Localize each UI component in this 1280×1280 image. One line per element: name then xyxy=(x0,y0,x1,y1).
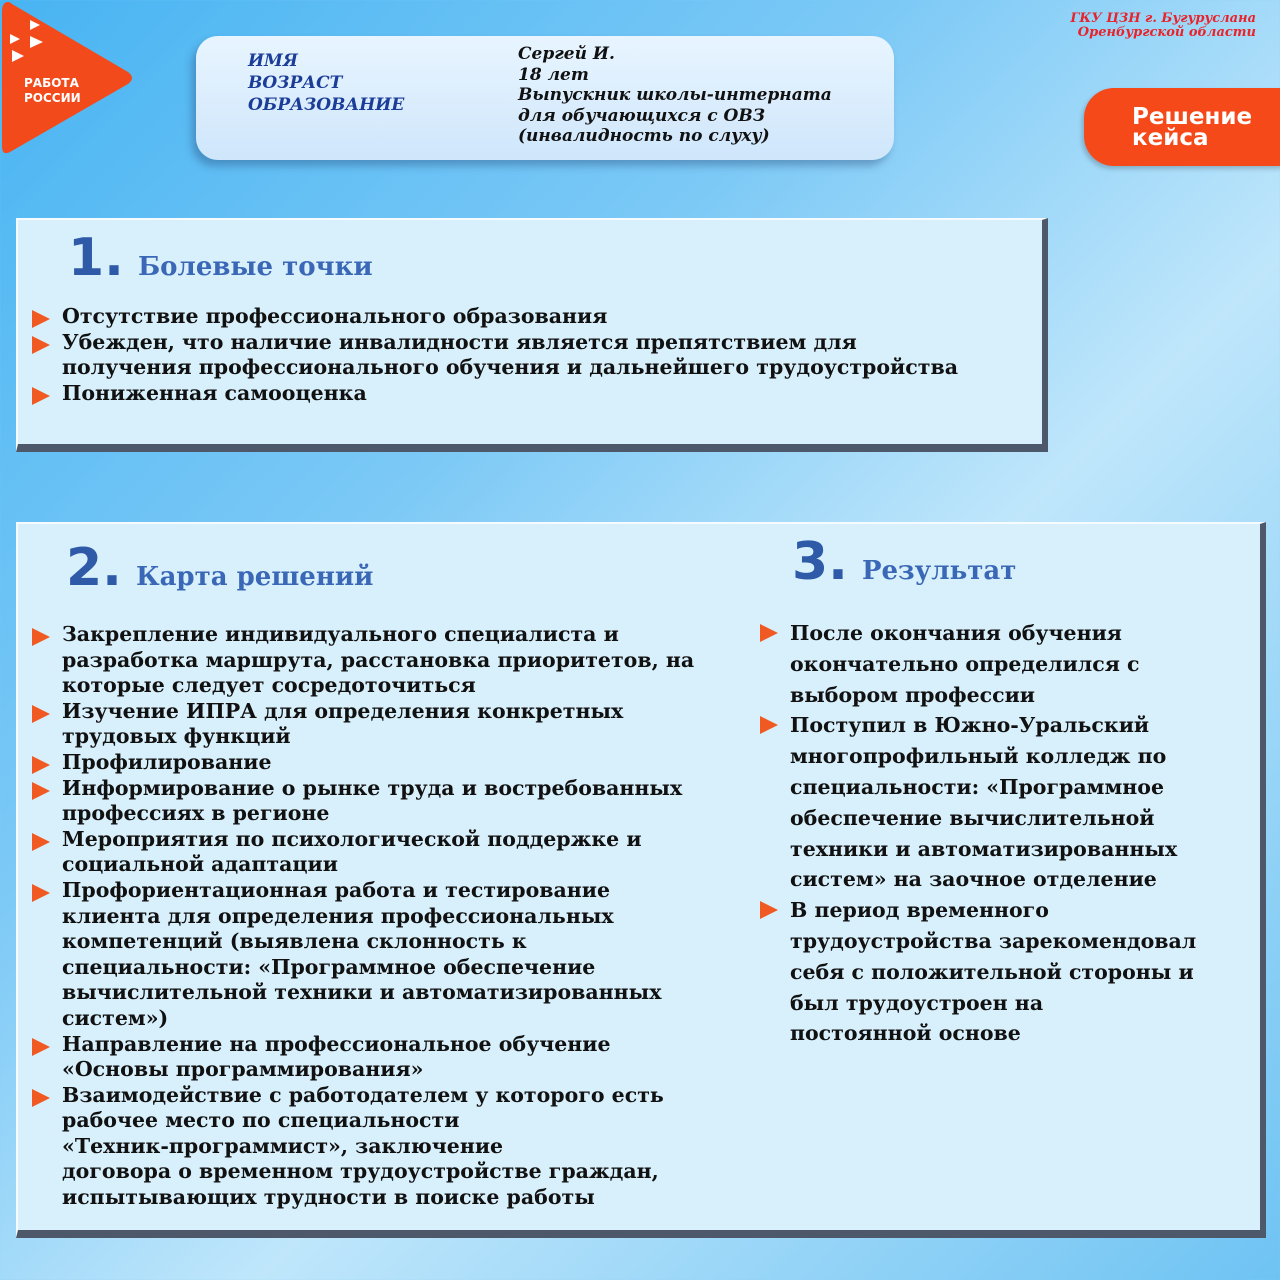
bullet-arrow-icon xyxy=(32,387,50,405)
bullet-arrow-icon xyxy=(32,628,50,646)
profile-values xyxy=(518,44,832,147)
list-item xyxy=(18,381,1038,407)
bullet-arrow-icon xyxy=(32,833,50,851)
pain-points-list xyxy=(18,304,1038,406)
organization-name xyxy=(1070,12,1256,40)
list-item-text: Взаимодействие с работодателем у которого есть рабочее место по специальности «Техник-программист», заключение договора о временном трудоустройстве граждан, испытывающих трудности в поиске работы xyxy=(62,1082,664,1210)
list-item-text: Убежден, что наличие инвалидности является препятствием для получения профессионального обучения и дальнейшего трудоустройства xyxy=(62,329,958,379)
list-item xyxy=(746,710,1246,895)
bullet-arrow-icon xyxy=(760,716,778,734)
bullet-arrow-icon xyxy=(32,705,50,723)
list-item xyxy=(18,622,758,699)
list-item-text: Профилирование xyxy=(62,749,272,774)
value-education: Выпускник школы-интерната для обучающихся с ОВЗ (инвалидность по слуху) xyxy=(518,85,832,146)
list-item-text: Закрепление индивидуального специалиста и разработка маршрута, расстановка приоритетов, на которые следует сосредоточиться xyxy=(62,622,695,698)
section3-heading xyxy=(792,532,1017,592)
list-item xyxy=(18,1032,758,1083)
list-item-text: В период временного трудоустройства зарекомендовал себя с положительной стороны и был трудоустроен на постоянной основе xyxy=(790,898,1197,1046)
list-item-text: Мероприятия по психологической поддержке и социальной адаптации xyxy=(62,826,642,877)
list-item xyxy=(18,330,1038,381)
section2-title: Карта решений xyxy=(135,562,374,592)
value-age: 18 лет xyxy=(518,64,589,85)
bullet-arrow-icon xyxy=(32,884,50,902)
logo xyxy=(0,0,140,160)
bullet-arrow-icon xyxy=(32,1089,50,1107)
badge-label: Решение кейса xyxy=(1132,104,1253,151)
list-item xyxy=(18,699,758,750)
solutions-result-panel xyxy=(16,522,1266,1238)
section2-number: 2. xyxy=(66,538,122,598)
logo-text xyxy=(24,76,81,106)
list-item-text: После окончания обучения окончательно определился с выбором профессии xyxy=(790,621,1140,707)
section3-number: 3. xyxy=(792,532,848,592)
list-item xyxy=(746,895,1246,1049)
list-item xyxy=(18,304,1038,330)
org-line2: Оренбургской области xyxy=(1077,25,1256,40)
list-item-text: Отсутствие профессионального образования xyxy=(62,304,608,328)
results-list xyxy=(746,618,1246,1049)
profile-labels xyxy=(248,50,404,116)
value-name: Сергей И. xyxy=(518,44,615,64)
list-item xyxy=(18,878,758,1032)
section1-heading xyxy=(68,228,373,288)
bullet-arrow-icon xyxy=(32,1038,50,1056)
list-item xyxy=(18,776,758,827)
org-line1: ГКУ ЦЗН г. Бугуруслана xyxy=(1070,11,1256,26)
section1-number: 1. xyxy=(68,228,124,288)
bullet-arrow-icon xyxy=(760,624,778,642)
profile-card xyxy=(196,36,894,160)
pain-points-panel xyxy=(16,218,1048,452)
list-item-text: Направление на профессиональное обучение «Основы программирования» xyxy=(62,1031,611,1082)
solutions-list xyxy=(18,622,758,1211)
section1-title: Болевые точки xyxy=(137,252,373,282)
list-item xyxy=(18,827,758,878)
bullet-arrow-icon xyxy=(760,901,778,919)
bullet-arrow-icon xyxy=(32,310,50,328)
list-item-text: Поступил в Южно-Уральский многопрофильный колледж по специальности: «Программное обеспечение вычислительной техники и автоматизированных систем» на заочное отделение xyxy=(790,713,1178,892)
label-age: ВОЗРАСТ xyxy=(248,73,343,93)
list-item xyxy=(18,750,758,776)
list-item xyxy=(18,1083,758,1211)
bullet-arrow-icon xyxy=(32,782,50,800)
logo-line1: РАБОТА xyxy=(24,76,79,90)
list-item-text: Изучение ИПРА для определения конкретных трудовых функций xyxy=(62,698,624,749)
logo-line2: РОССИИ xyxy=(24,91,81,105)
list-item-text: Пониженная самооценка xyxy=(62,380,367,405)
list-item-text: Информирование о рынке труда и востребованных профессиях в регионе xyxy=(62,775,683,826)
section2-heading xyxy=(66,538,374,598)
bullet-arrow-icon xyxy=(32,756,50,774)
label-name: ИМЯ xyxy=(248,51,298,71)
list-item-text: Профориентационная работа и тестирование клиента для определения профессиональных компетенций (выявлена склонность к специальности: «Программное обеспечение вычислительной техники и автоматизированных систем») xyxy=(62,877,662,1030)
label-education: ОБРАЗОВАНИЕ xyxy=(248,95,405,115)
list-item xyxy=(746,618,1246,710)
case-solution-badge xyxy=(1084,88,1280,166)
section3-title: Результат xyxy=(861,556,1017,586)
bullet-arrow-icon xyxy=(32,336,50,354)
